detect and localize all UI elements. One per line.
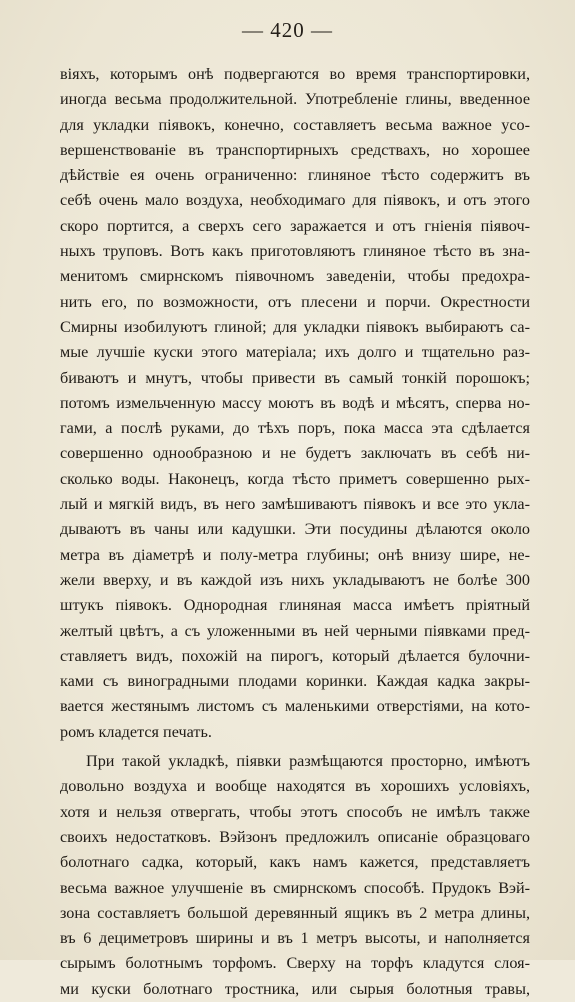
text-line: совершенно однообразною и не будетъ заключать въ себѣ ни- (60, 444, 530, 463)
paragraph-1 (60, 62, 530, 745)
text-line: болотнаго садка, который, какъ намъ кажется, представляетъ (60, 853, 530, 872)
text-line: зона составляетъ большой деревянный ящикъ въ 2 метра длины, (60, 903, 530, 922)
text-line: потомъ измельченную массу моютъ въ водѣ и мѣсятъ, сперва но- (60, 393, 530, 412)
text-line: вершенствованіе въ транспортирныхъ средствахъ, но хорошее (60, 140, 530, 159)
text-line: ромъ кладется печать. (60, 722, 212, 741)
text-line: метра въ діаметрѣ и полу-метра глубины; онѣ внизу шире, не- (60, 545, 530, 564)
text-line: сколько воды. Наконецъ, когда тѣсто приметъ совершенно рых- (60, 469, 530, 488)
text-line: въ 6 дециметровъ ширины и въ 1 метръ высоты, и наполняется (60, 929, 530, 948)
text-line: віяхъ, которымъ онѣ подвергаются во время транспортировки, (60, 65, 530, 83)
text-line: мые лучшіе куски этого матеріала; ихъ долго и тщательно раз- (60, 343, 530, 362)
text-line: ми куски болотнаго тростника, или сырыя болотныя травы, (60, 979, 530, 998)
text-line: своихъ недостатковъ. Вэйзонъ предложилъ описаніе образцоваго (60, 827, 530, 846)
text-line: Смирны изобилуютъ глиной; для укладки піявокъ выбираютъ са- (60, 317, 530, 336)
paragraph-2 (60, 749, 530, 1002)
text-line: менитомъ смирнскомъ піявочномъ заведеніи, чтобы предохра- (60, 267, 530, 286)
text-line: штукъ піявокъ. Однородная глиняная масса имѣетъ пріятный (60, 596, 530, 615)
text-line: гами, а послѣ руками, до тѣхъ поръ, пока масса эта сдѣлается (60, 419, 530, 438)
text-line: ныхъ труповъ. Вотъ какъ приготовляютъ глиняное тѣсто въ зна- (60, 242, 530, 261)
text-line: дѣйствіе ея очень ограниченно: глиняное тѣсто содержитъ въ (60, 166, 530, 185)
text-line: хотя и нельзя отвергать, чтобы этотъ способъ не имѣлъ также (60, 802, 530, 821)
text-line: сырымъ болотнымъ торфомъ. Сверху на торфъ кладутся слоя- (60, 954, 530, 973)
text-line: дываютъ въ чаны или кадушки. Эти посудины дѣлаются около (60, 520, 530, 539)
text-line: При такой укладкѣ, піявки размѣщаются просторно, имѣютъ (86, 752, 530, 771)
text-line: весьма важное улучшеніе въ смирнскомъ способѣ. Прудокъ Вэй- (60, 878, 530, 897)
text-line: ставляетъ видъ, похожій на пирогъ, который дѣлается булочни- (60, 646, 530, 665)
text-line: нить его, по возможности, отъ плесени и порчи. Окрестности (60, 292, 530, 311)
text-line: лый и мягкій видъ, въ него замѣшиваютъ піявокъ и все это укла- (60, 495, 530, 514)
text-line: скоро портится, а сверхъ сего заражается и отъ гніенія піявоч- (60, 216, 530, 235)
text-line: ками съ виноградными плодами коринки. Каждая кадка закры- (60, 672, 530, 691)
text-line: иногда весьма продолжительной. Употребленіе глины, введенное (60, 90, 530, 109)
text-line: себѣ очень мало воздуха, необходимаго для піявокъ, и отъ этого (60, 191, 530, 210)
text-line: для укладки піявокъ, конечно, составляетъ весьма важное усо- (60, 115, 530, 134)
text-line: жели вверху, и въ каждой изъ нихъ укладываютъ не болѣе 300 (60, 570, 530, 589)
body-text (60, 62, 530, 1002)
text-line: довольно воздуха и вообще находятся въ хорошихъ условіяхъ, (60, 777, 530, 796)
text-line: биваютъ и мнутъ, чтобы привести въ самый тонкій порошокъ; (60, 368, 530, 387)
text-line: желтый цвѣтъ, а съ уложенными въ ней черными піявками пред- (60, 621, 530, 640)
page-number: — 420 — (242, 18, 333, 42)
text-line: вается жестянымъ листомъ съ маленькими отверстіями, на кото- (60, 697, 530, 716)
